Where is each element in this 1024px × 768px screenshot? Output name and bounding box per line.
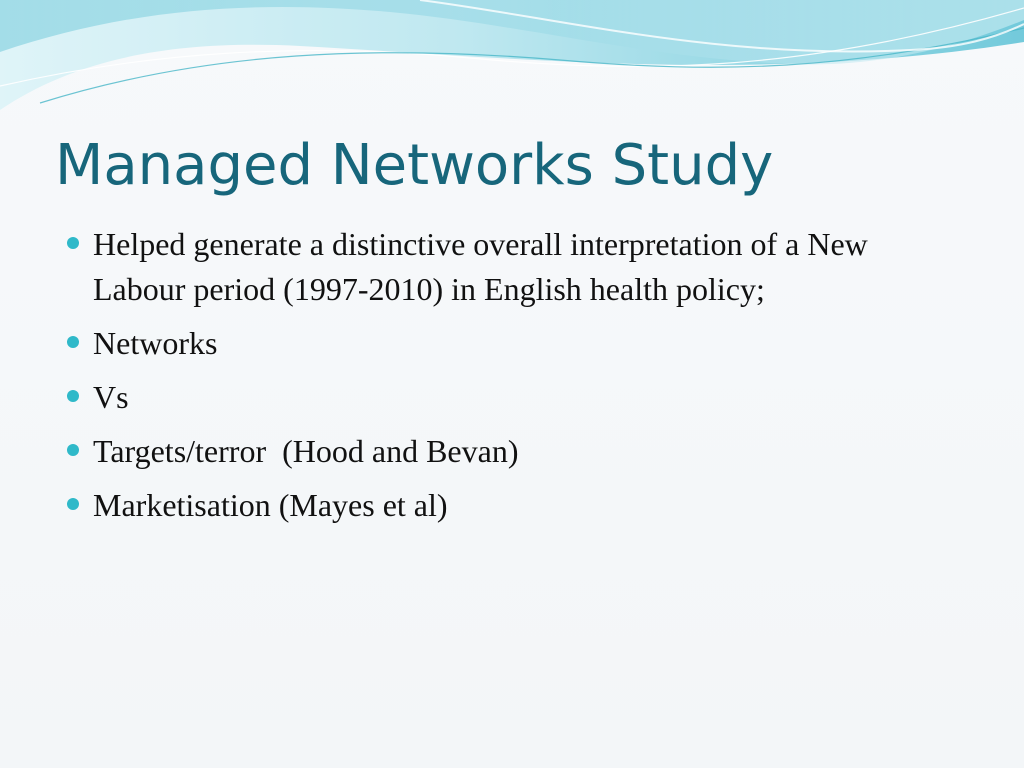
bullet-dot-icon [67, 336, 79, 348]
bullet-text: Networks [93, 325, 218, 361]
bullet-item [64, 222, 964, 312]
slide-title: Managed Networks Study [55, 133, 774, 198]
bullet-dot-icon [67, 237, 79, 249]
bullet-dot-icon [67, 498, 79, 510]
bullet-item [64, 429, 964, 474]
bullet-dot-icon [67, 390, 79, 402]
bullet-text: Targets/terror (Hood and Bevan) [93, 433, 519, 469]
bullet-text: Vs [93, 379, 129, 415]
bullet-item [64, 375, 964, 420]
bullet-list [64, 222, 964, 537]
bullet-item [64, 321, 964, 366]
bullet-dot-icon [67, 444, 79, 456]
bullet-text: Helped generate a distinctive overall interpretation of a New Labour period (1997-2010) in English health policy; [93, 226, 868, 307]
bullet-text: Marketisation (Mayes et al) [93, 487, 448, 523]
header-wave-decoration [0, 0, 1024, 130]
bullet-item [64, 483, 964, 528]
